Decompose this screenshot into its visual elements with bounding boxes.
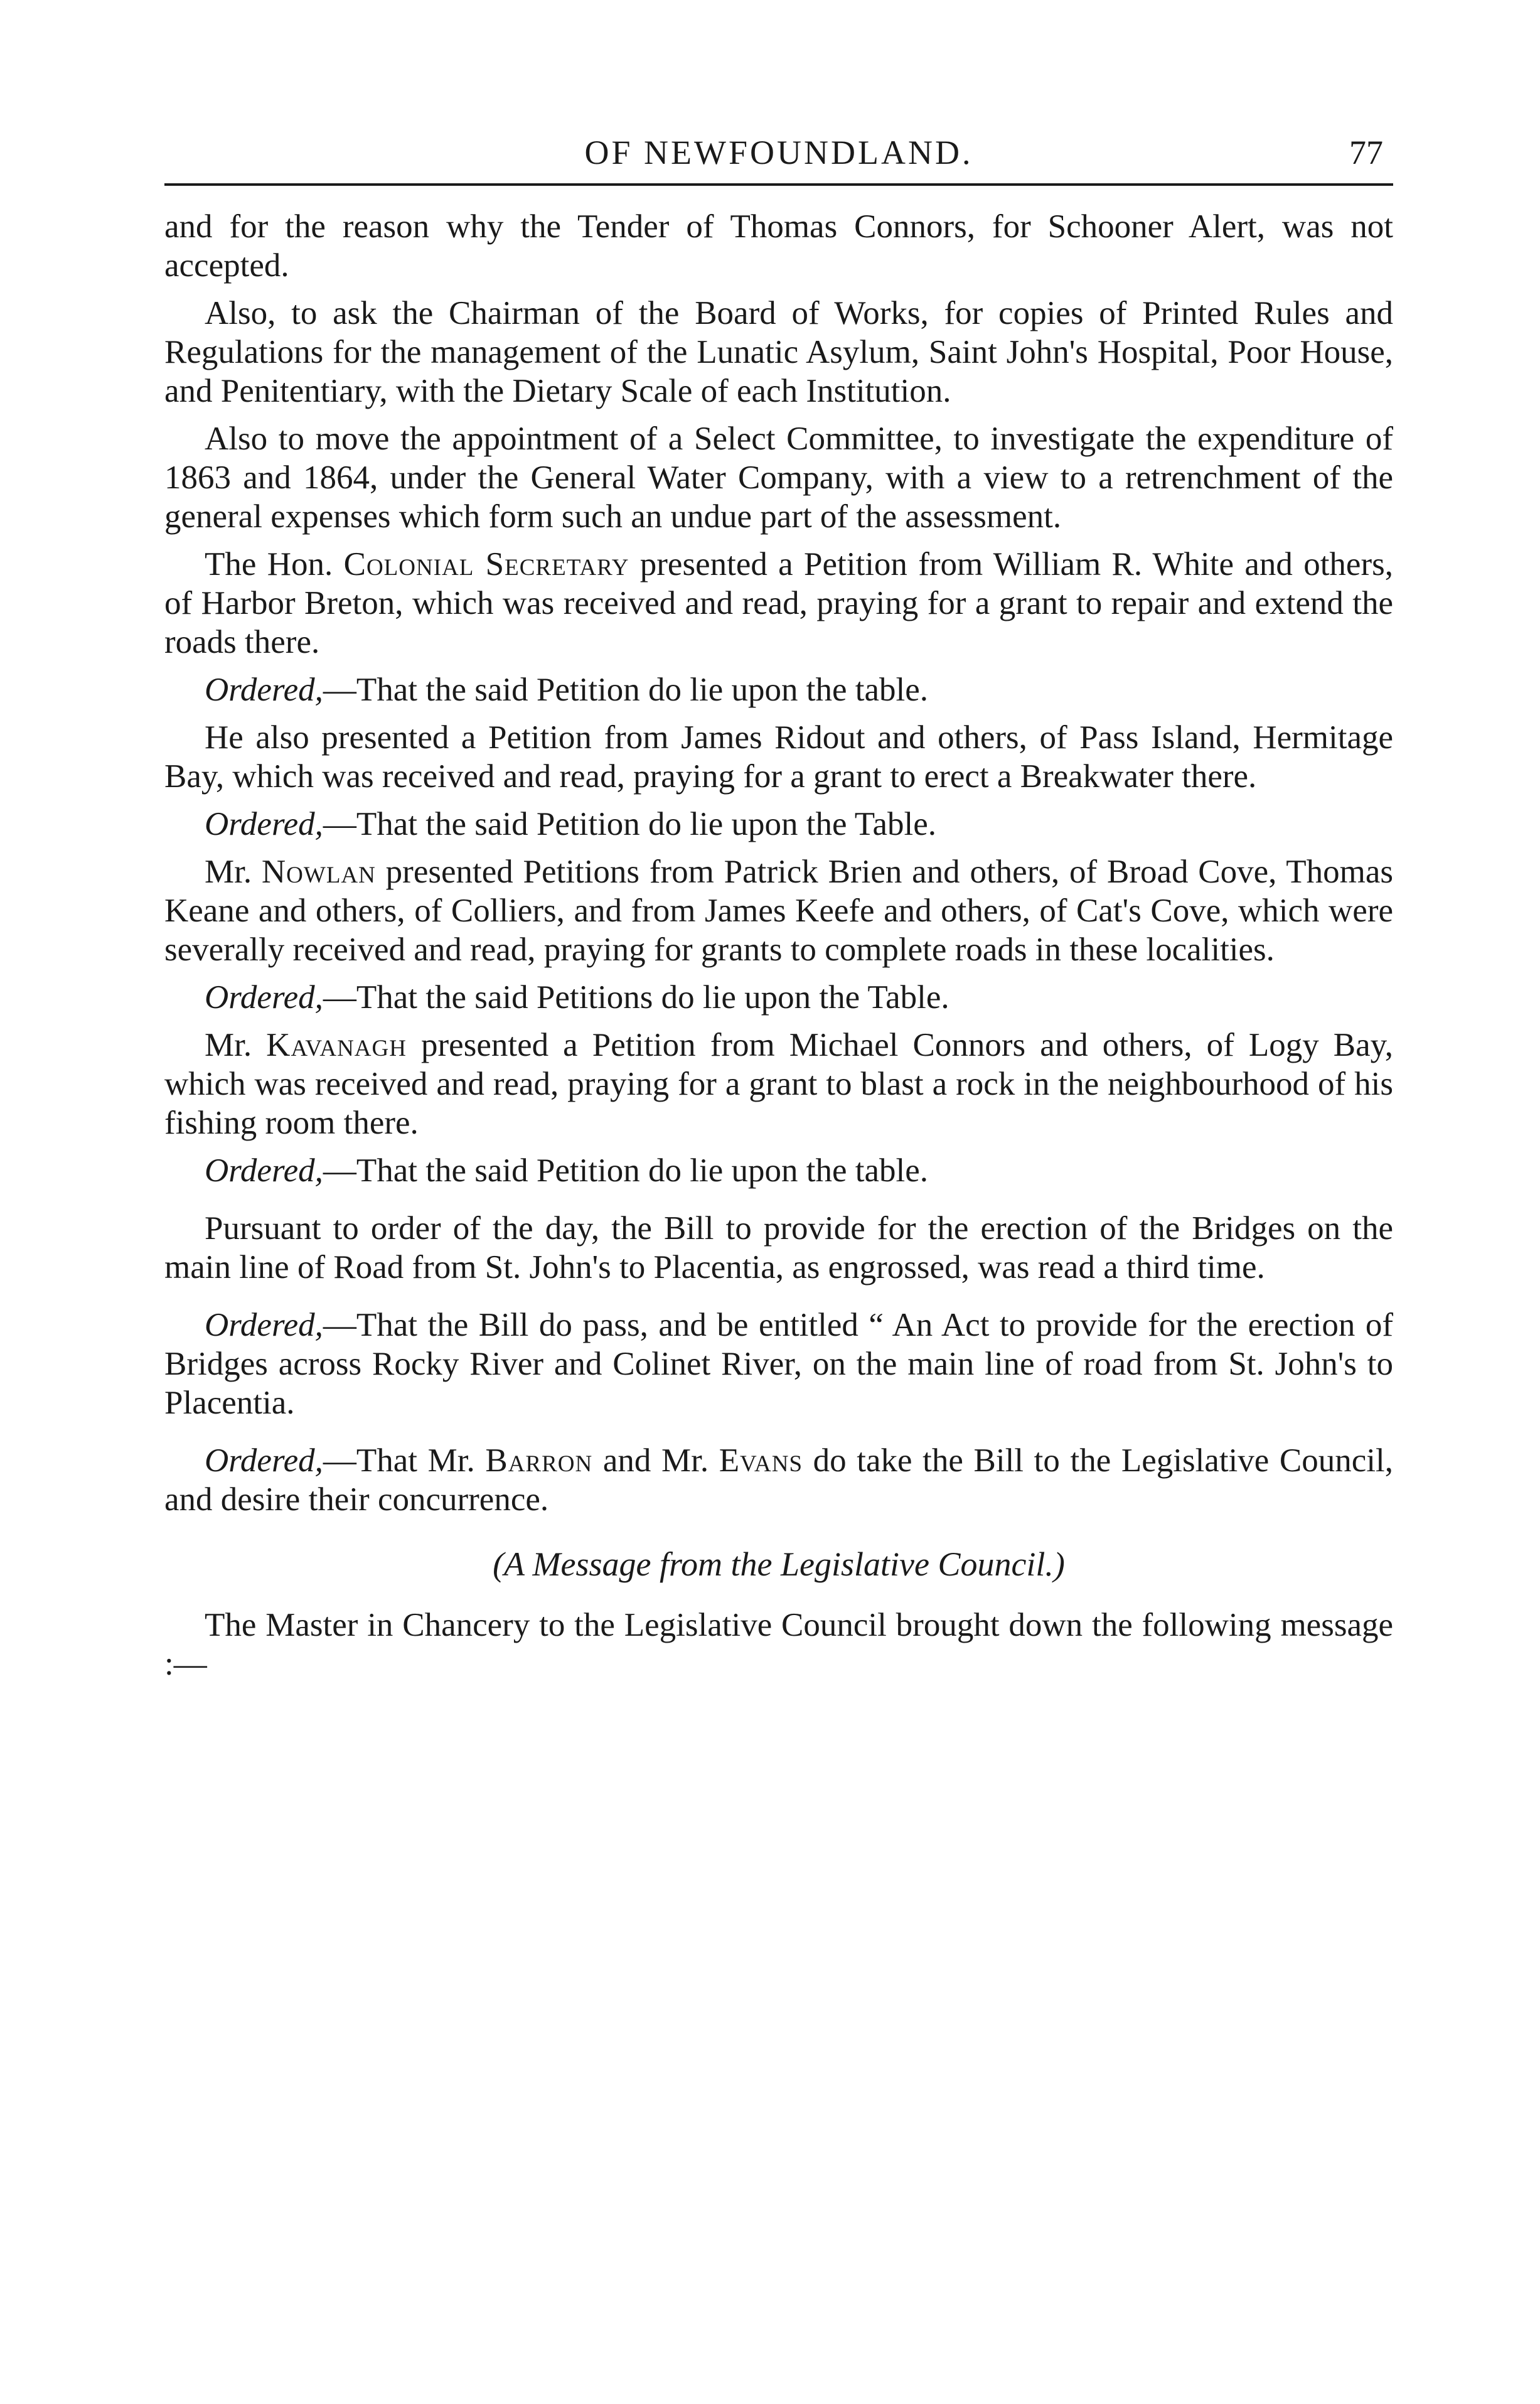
paragraph <box>164 545 1393 662</box>
paragraph-text: presented a Petition from William R. White and others, of Harbor Breton, which was received and read, praying for a grant to repair and extend the roads there. <box>164 546 1393 660</box>
member-name: Colonial Secretary <box>343 546 629 582</box>
running-head <box>164 119 1393 180</box>
paragraph-text: The Master in Chancery to the Legislative Council brought down the following message :— <box>164 1607 1393 1682</box>
paragraph <box>164 852 1393 969</box>
ordered-paragraph <box>164 1151 1393 1190</box>
ordered-paragraph <box>164 1306 1393 1422</box>
ordered-paragraph <box>164 1441 1393 1519</box>
paragraph-text: presented a Petition from Michael Connors and others, of Logy Bay, which was received and read, praying for a grant to blast a rock in the neighbourhood of his fishing room there. <box>164 1027 1393 1141</box>
paragraph-text: —That Mr. <box>323 1442 486 1479</box>
paragraph-text: Pursuant to order of the day, the Bill to provide for the erection of the Bridges on the main line of Road from St. John's to Placentia, as engrossed, was read a third time. <box>164 1210 1393 1285</box>
paragraph <box>164 718 1393 796</box>
paragraph-text: —That the said Petitions do lie upon the Table. <box>323 979 949 1016</box>
member-name: Evans <box>719 1442 803 1479</box>
paragraph <box>164 1026 1393 1142</box>
header-rule <box>164 183 1393 186</box>
ordered-label: Ordered, <box>205 1307 323 1343</box>
paragraph <box>164 294 1393 411</box>
ordered-label: Ordered, <box>205 806 323 842</box>
paragraph-text: Also, to ask the Chairman of the Board of Works, for copies of Printed Rules and Regulations for the management of the Lunatic Asylum, Saint John's Hospital, Poor House, and Penitentiary, with the Dietary Scale of each Institution. <box>164 295 1393 409</box>
paragraph-lead: The Hon. <box>205 546 344 582</box>
paragraph-lead: Mr. <box>205 854 262 890</box>
paragraph-text: do take the Bill to the Legislative Council, and desire their concurrence. <box>164 1442 1393 1518</box>
member-name: Kavanagh <box>266 1027 407 1063</box>
paragraph-text: and for the reason why the Tender of Thomas Connors, for Schooner Alert, was not accepted. <box>164 208 1393 284</box>
ordered-label: Ordered, <box>205 1442 323 1479</box>
ordered-paragraph <box>164 805 1393 844</box>
paragraph-text: and Mr. <box>592 1442 719 1479</box>
paragraph-text: presented Petitions from Patrick Brien and others, of Broad Cove, Thomas Keane and others, of Colliers, and from James Keefe and others, of Cat's Cove, which were severally received and read, praying for grants to complete roads in these localities. <box>164 854 1393 968</box>
paragraph-lead: Mr. <box>205 1027 267 1063</box>
paragraph-text: —That the said Petition do lie upon the table. <box>323 1152 929 1189</box>
ordered-paragraph <box>164 978 1393 1017</box>
paragraph-text: Also to move the appointment of a Select Committee, to investigate the expenditure of 1863 and 1864, under the General Water Company, with a view to a retrenchment of the general expenses which form such an undue part of the assessment. <box>164 421 1393 535</box>
paragraph <box>164 1606 1393 1683</box>
paragraph <box>164 207 1393 285</box>
ordered-label: Ordered, <box>205 979 323 1016</box>
paragraph-text: —That the said Petition do lie upon the Table. <box>323 806 937 842</box>
paragraph <box>164 419 1393 536</box>
paragraph-text: —That the Bill do pass, and be entitled “ An Act to provide for the erection of Bridges across Rocky River and Colinet River, on the main line of road from St. John's to Placentia. <box>164 1307 1393 1421</box>
document-page <box>164 119 1393 1692</box>
ordered-label: Ordered, <box>205 1152 323 1189</box>
member-name: Nowlan <box>261 854 376 890</box>
ordered-label: Ordered, <box>205 672 323 708</box>
ordered-paragraph <box>164 670 1393 709</box>
paragraph-text: He also presented a Petition from James Ridout and others, of Pass Island, Hermitage Bay, which was received and read, praying for a grant to erect a Breakwater there. <box>164 719 1393 795</box>
paragraph-text: —That the said Petition do lie upon the table. <box>323 672 929 708</box>
paragraph <box>164 1209 1393 1287</box>
page-number: 77 <box>1349 134 1383 171</box>
section-heading: (A Message from the Legislative Council.) <box>493 1545 1065 1583</box>
running-title: OF NEWFOUNDLAND. <box>584 134 973 171</box>
member-name: Barron <box>485 1442 593 1479</box>
